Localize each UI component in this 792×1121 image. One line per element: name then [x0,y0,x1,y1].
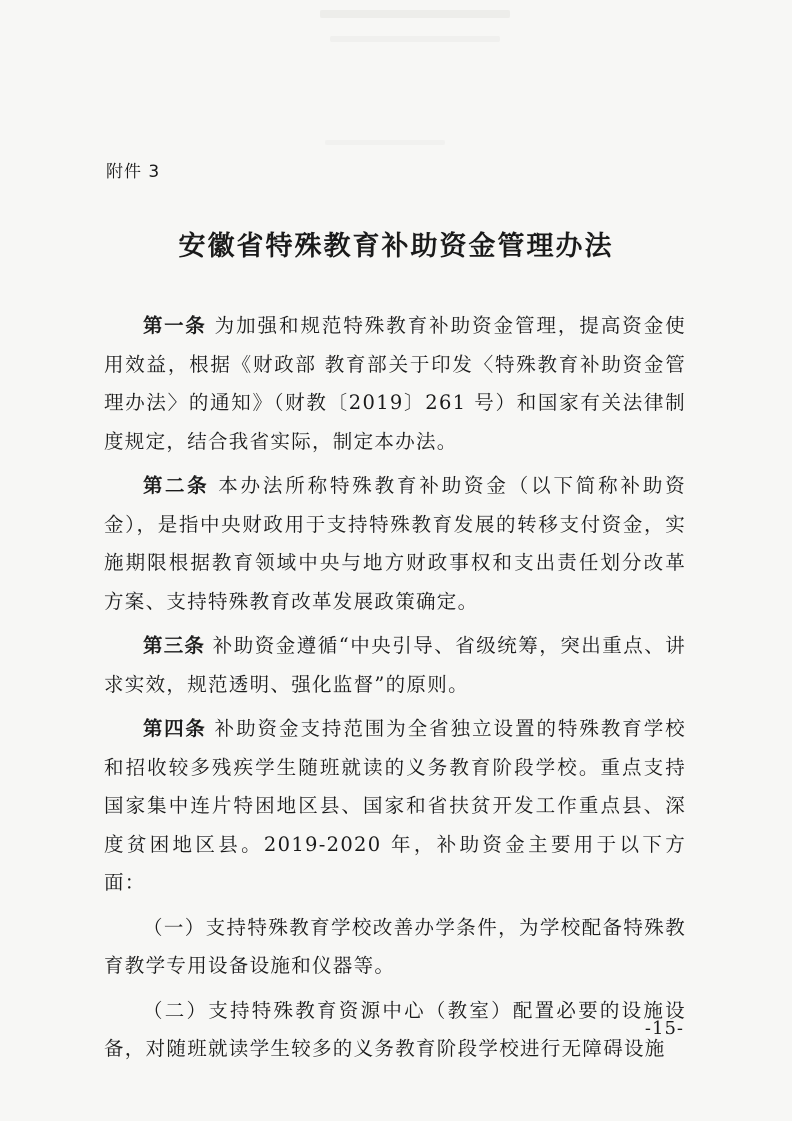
paragraph-article-1 [104,307,686,461]
bleed-through-mark [320,10,510,18]
bleed-through-mark [330,36,500,42]
paragraph-article-3 [104,627,686,704]
article-text: 补助资金遵循“中央引导、省级统筹，突出重点、讲求实效，规范透明、强化监督”的原则。 [104,634,686,696]
attachment-label: 附件 3 [106,162,161,182]
article-label: 第二条 [143,474,210,497]
paragraph-article-4 [104,710,686,903]
document-body [104,307,686,1075]
article-text: 为加强和规范特殊教育补助资金管理，提高资金使用效益，根据《财政部 教育部关于印发〈特殊教育补助资金管理办法〉的通知》（财教〔2019〕261 号）和国家有关法律制度规定，结合我省实际，制定本办法。 [104,314,686,453]
paragraph-item-2 [104,992,686,1069]
item-text: （二）支持特殊教育资源中心（教室）配置必要的设施设备，对随班就读学生较多的义务教育阶段学校进行无障碍设施 [104,998,686,1060]
page-number: -15- [644,1018,684,1039]
article-label: 第一条 [143,314,207,337]
item-text: （一）支持特殊教育学校改善办学条件，为学校配备特殊教育教学专用设备设施和仪器等。 [104,915,686,977]
article-label: 第三条 [143,634,206,657]
article-text: 本办法所称特殊教育补助资金（以下简称补助资金），是指中央财政用于支持特殊教育发展的转移支付资金，实施期限根据教育领域中央与地方财政事权和支出责任划分改革方案、支持特殊教育改革发展政策确定。 [104,474,686,613]
article-text: 补助资金支持范围为全省独立设置的特殊教育学校和招收较多残疾学生随班就读的义务教育阶段学校。重点支持国家集中连片特困地区县、国家和省扶贫开发工作重点县、深度贫困地区县。2019-2020 年，补助资金主要用于以下方面： [104,717,686,894]
paragraph-item-1 [104,909,686,986]
document-title: 安徽省特殊教育补助资金管理办法 [178,231,614,262]
article-label: 第四条 [143,717,207,740]
paragraph-article-2 [104,467,686,621]
bleed-through-mark [325,140,445,145]
